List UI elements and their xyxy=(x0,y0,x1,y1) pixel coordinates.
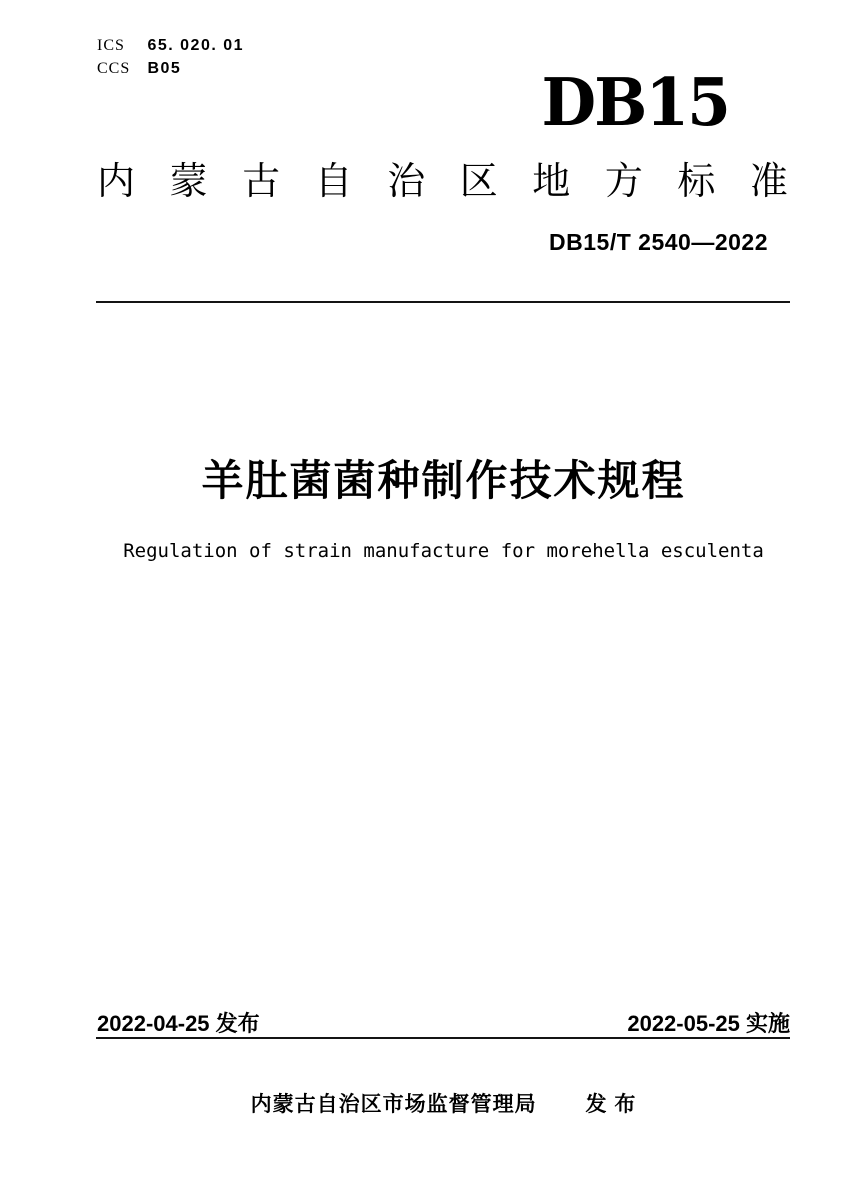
publisher-line xyxy=(97,1092,790,1117)
ccs-code-line xyxy=(97,57,244,80)
ccs-label: CCS xyxy=(97,60,131,77)
issue-date: 2022-04-25 发布 xyxy=(97,1011,260,1036)
publish-action-label: 发 布 xyxy=(585,1093,637,1116)
ics-value: 65. 020. 01 xyxy=(147,37,245,54)
ics-label: ICS xyxy=(97,37,125,54)
classification-codes xyxy=(97,34,244,80)
implementation-date: 2022-05-25 实施 xyxy=(627,1011,790,1036)
document-title-english: Regulation of strain manufacture for morehella esculenta xyxy=(123,540,764,562)
standard-heading: 内 蒙 古 自 治 区 地 方 标 准 xyxy=(97,161,788,203)
header-rule xyxy=(96,301,790,303)
ics-code-line xyxy=(97,34,244,57)
db15-logo: DB15 xyxy=(541,63,729,141)
publisher-name: 内蒙古自治区市场监督管理局 xyxy=(250,1093,537,1116)
standard-number: DB15/T 2540—2022 xyxy=(549,229,768,255)
footer-rule xyxy=(96,1037,790,1039)
dates-row xyxy=(97,1011,790,1037)
document-title-chinese: 羊肚菌菌种制作技术规程 xyxy=(201,457,686,504)
ccs-value: B05 xyxy=(147,60,182,77)
